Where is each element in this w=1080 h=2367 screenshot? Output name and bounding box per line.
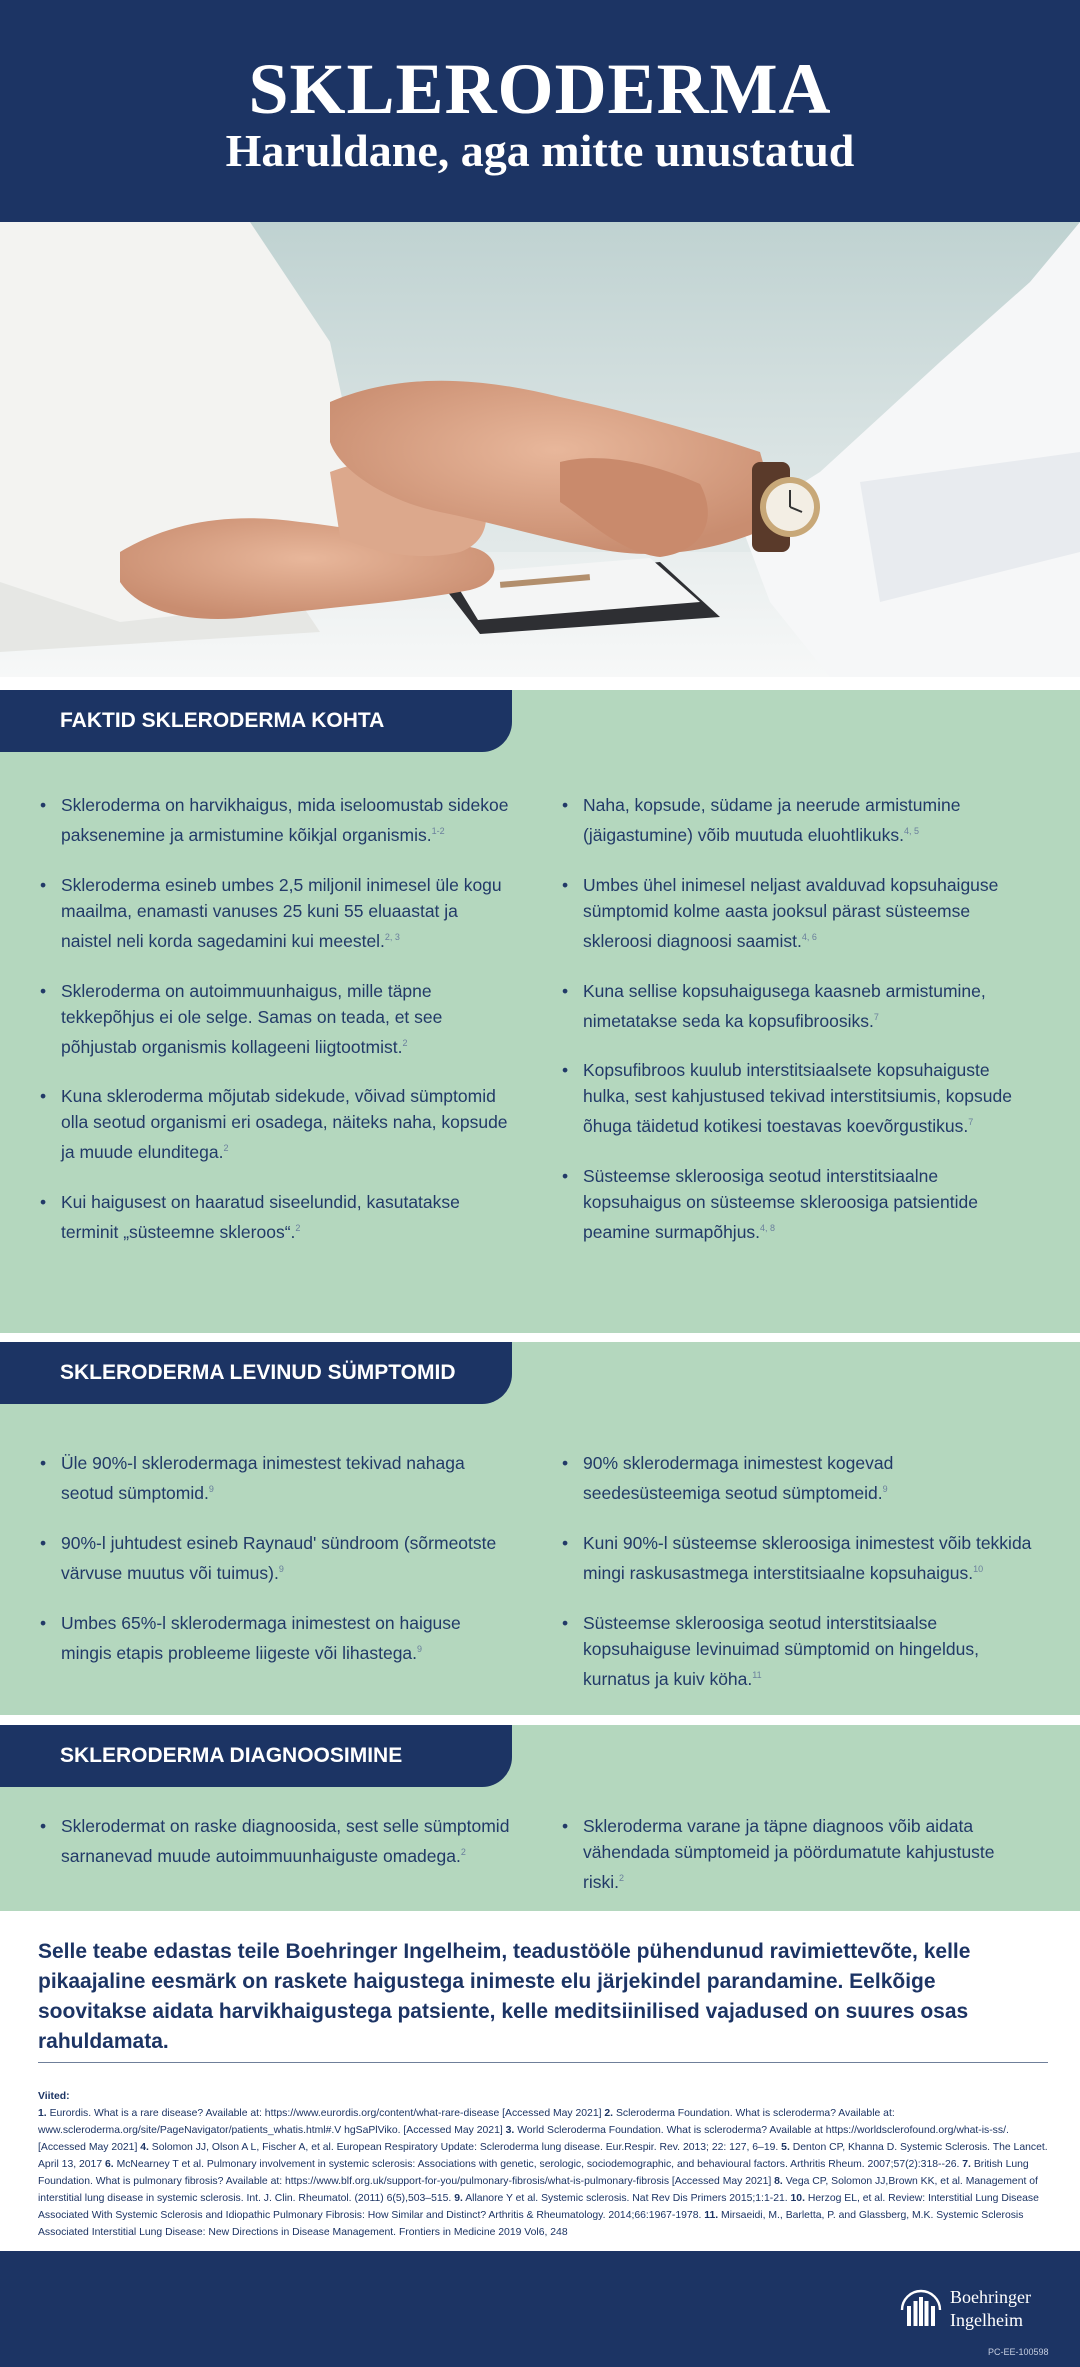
list-item [562,1610,1032,1692]
reference-text: British Lung Foundation. What is pulmonary fibrosis? Available at: https://www.blf.org.uk/support-for-you/pulmonary-fibrosis/what-is-pulmonary-fibrosis [Accessed May 2021] [38,2159,1029,2187]
diagnosis-left-column [40,1813,510,1869]
item-text: Skleroderma esineb umbes 2,5 miljonil inimesel üle kogu maailma, enamasti vanuses 25 kuni 55 eluaastat ja naistel neli korda sagedamini kui meestel. [61,874,502,951]
reference-text: World Scleroderma Foundation. What is scleroderma? Available at https://worldsclerofound.org/what-is-ss/. [Accessed May 2021] [38,2125,1009,2153]
symptoms-right-column [562,1450,1032,1691]
list-item [562,1450,1032,1506]
reference-marker: 2 [223,1143,229,1154]
list-item [40,1083,510,1165]
facts-section [0,690,1080,1333]
reference-marker: 4, 6 [801,931,817,942]
symptoms-section [0,1342,1080,1715]
reference-marker: 9 [417,1643,423,1654]
item-text: Süsteemse skleroosiga seotud interstitsiaalne kopsuhaigus on süsteemse skleroosiga patsientide peamine surmapõhjus. [583,1166,978,1243]
closing-statement: Selle teabe edastas teile Boehringer Ingelheim, teadustööle pühendunud ravimiettevõte, kelle pikaajaline eesmärk on raskete haigustega inimeste elu järjekindel parandamine. Eelkõige soovitakse aidata harvikhaigustega patsiente, kelle meditsiinilised vajadused on suures osas rahuldamata. [38,1940,971,2053]
reference-marker: 9 [208,1484,214,1494]
header-banner [0,0,1080,222]
reference-text: Herzog EL, et al. Review: Interstitial Lung Disease Associated With Systemic Sclerosis and Idiopathic Pulmonary Fibrosis: How Similar and Distinct? Arthritis & Rheumatology. 2014;66:1967-1978. [38,2193,1039,2221]
item-text: 90%-l juhtudest esineb Raynaud' sündroom (sõrmeotste värvuse muutus või tuimus). [61,1532,497,1583]
logo-line2: Ingelheim [950,2310,1023,2330]
list-item [40,1813,510,1869]
facts-left-column [40,792,510,1245]
reference-marker: 2 [295,1223,301,1234]
page-title: SKLERODERMA [248,49,832,129]
item-text: Kuni 90%-l süsteemse skleroosiga inimestest võib tekkida mingi raskusastmega interstitsiaalne kopsuhaigus. [583,1532,1032,1583]
reference-marker: 2 [402,1037,408,1048]
reference-text: Scleroderma Foundation. What is scleroderma? Available at: www.scleroderma.org/site/PageNavigator/patients_whatis.html#.V hgSaPlViko. [Accessed May 2021] [38,2108,895,2136]
boehringer-ingelheim-logo-icon [898,2286,944,2332]
item-text: Üle 90%-l sklerodermaga inimestest tekivad nahaga seotud sümptomid. [61,1453,465,1503]
logo-text [950,2286,1031,2332]
boehringer-ingelheim-logo [898,2284,1048,2334]
reference-marker: 10 [973,1563,984,1574]
reference-number: 6. [105,2159,114,2170]
list-item [40,872,510,954]
item-text: Umbes ühel inimesel neljast avalduvad kopsuhaiguse sümptomid kolme aasta jooksul pärast süsteemse skleroosi diagnoosi saamist. [583,874,999,951]
reference-marker: 7 [873,1011,879,1022]
list-item [40,1189,510,1245]
list-item [40,1450,510,1506]
reference-marker: 2, 3 [384,931,400,942]
list-item [562,872,1032,954]
diagnosis-right-column [562,1813,1032,1895]
page-subtitle: Haruldane, aga mitte unustatud [225,125,855,176]
item-text: Süsteemse skleroosiga seotud interstitsiaalse kopsuhaiguse levinuimad sümptomid on hingeldus, kurnatus ja kuiv köha. [583,1612,979,1689]
list-item [562,792,1032,848]
reference-marker: 11 [752,1669,762,1680]
reference-text: Solomon JJ, Olson A L, Fischer A, et al. European Respiratory Update: Scleroderma lung disease. Eur.Respir. Rev. 2013; 22: 127, 6–19. [151,2142,779,2153]
reference-marker: 2 [618,1873,624,1883]
diagnosis-heading: SKLERODERMA DIAGNOOSIMINE [0,1725,512,1787]
hero-photo [0,222,1080,677]
list-item [562,1163,1032,1245]
reference-number: 8. [774,2176,783,2187]
item-text: Naha, kopsude, südame ja neerude armistumine (jäigastumine) võib muutuda eluohtlikuks. [583,795,961,845]
list-item [562,978,1032,1034]
reference-marker: 1-2 [431,826,445,836]
item-text: Kopsufibroos kuulub interstitsiaalsete kopsuhaiguste hulka, sest kahjustused tekivad interstitsiumis, kopsude õhuga täidetud kotikesi toestavas koevõrgustikus. [583,1060,1012,1137]
divider [38,2062,1048,2063]
reference-text: McNearney T et al. Pulmonary involvement in systemic sclerosis: Associations with genetic, serologic, sociodemographic, and behavioural factors. Arthritis Rheum. 2007;57(2):318--26. [116,2159,960,2170]
facts-right-column [562,792,1032,1245]
document-code: PC-EE-100598 [988,2347,1049,2357]
item-text: Kuna sellise kopsuhaigusega kaasneb armistumine, nimetatakse seda ka kopsufibroosiks. [583,980,986,1031]
reference-marker: 2 [460,1847,466,1857]
reference-number: 9. [454,2193,463,2204]
list-item [40,792,510,848]
reference-marker: 9 [882,1484,888,1494]
list-item [40,978,510,1060]
reference-number: 3. [505,2125,515,2136]
item-text: Skleroderma varane ja täpne diagnoos võib aidata vähendada sümptomeid ja pöördumatute kahjustuste riski. [583,1816,995,1892]
item-text: Umbes 65%-l sklerodermaga inimestest on haiguse mingis etapis probleeme liigeste või lihastega. [61,1612,461,1663]
reference-marker: 4, 8 [760,1223,776,1234]
reference-number: 11. [704,2210,719,2221]
reference-marker: 7 [968,1117,974,1128]
references [38,2088,1048,2241]
list-item [562,1813,1032,1895]
logo-line1: Boehringer [950,2287,1031,2307]
symptoms-heading: SKLERODERMA LEVINUD SÜMPTOMID [0,1342,512,1404]
item-text: 90% sklerodermaga inimestest kogevad seedesüsteemiga seotud sümptomeid. [583,1453,894,1503]
item-text: Skleroderma on harvikhaigus, mida iseloomustab sidekoe paksenemine ja armistumine kõikjal organismis. [61,795,509,845]
item-text: Kuna skleroderma mõjutab sidekude, võivad sümptomid olla seotud organismi eri osadega, näiteks naha, kopsude ja muude elunditega. [61,1086,508,1163]
reference-text: Denton CP, Khanna D. Systemic Sclerosis. The Lancet. April 13, 2017 [38,2142,1048,2170]
reference-marker: 4, 5 [904,826,920,836]
list-item [40,1530,510,1586]
reference-text: Mirsaeidi, M., Barletta, P. and Glassberg, M.K. Systemic Sclerosis Associated Interstitial Lung Disease: New Directions in Disease Management. Frontiers in Medicine 2019 Vol6, 248 [38,2210,1024,2238]
reference-number: 5. [781,2142,790,2153]
symptoms-left-column [40,1450,510,1665]
references-title: Viited: [38,2091,70,2102]
list-item [40,1610,510,1666]
hands-photo-illustration [0,222,1080,677]
reference-number: 4. [140,2142,149,2153]
reference-number: 1. [38,2108,47,2119]
reference-text: Eurordis. What is a rare disease? Available at: https://www.eurordis.org/content/what-rare-disease [Accessed May 2021] [49,2108,602,2119]
item-text: Sklerodermat on raske diagnoosida, sest selle sümptomid sarnanevad muude autoimmuunhaiguste omadega. [61,1816,510,1866]
reference-marker: 9 [278,1563,284,1574]
list-item [562,1057,1032,1139]
facts-heading: FAKTID SKLERODERMA KOHTA [0,690,512,752]
references-list [38,2105,1048,2241]
diagnosis-section [0,1725,1080,1911]
reference-number: 2. [604,2108,614,2119]
reference-number: 7. [962,2159,971,2170]
reference-text: Allanore Y et al. Systemic sclerosis. Nat Rev Dis Primers 2015;1:1-21. [465,2193,788,2204]
list-item [562,1530,1032,1586]
reference-number: 10. [790,2193,805,2204]
item-text: Kui haigusest on haaratud siseelundid, kasutatakse terminit „süsteemne skleroos“. [61,1192,460,1243]
item-text: Skleroderma on autoimmuunhaigus, mille täpne tekkepõhjus ei ole selge. Samas on teada, et see põhjustab organismis kollageeni liigtootmist. [61,980,443,1057]
reference-text: Vega CP, Solomon JJ,Brown KK, et al. Management of interstitial lung disease in systemic sclerosis. Int. J. Clin. Rheumatol. (2011) 6(5),503–515. [38,2176,1038,2204]
